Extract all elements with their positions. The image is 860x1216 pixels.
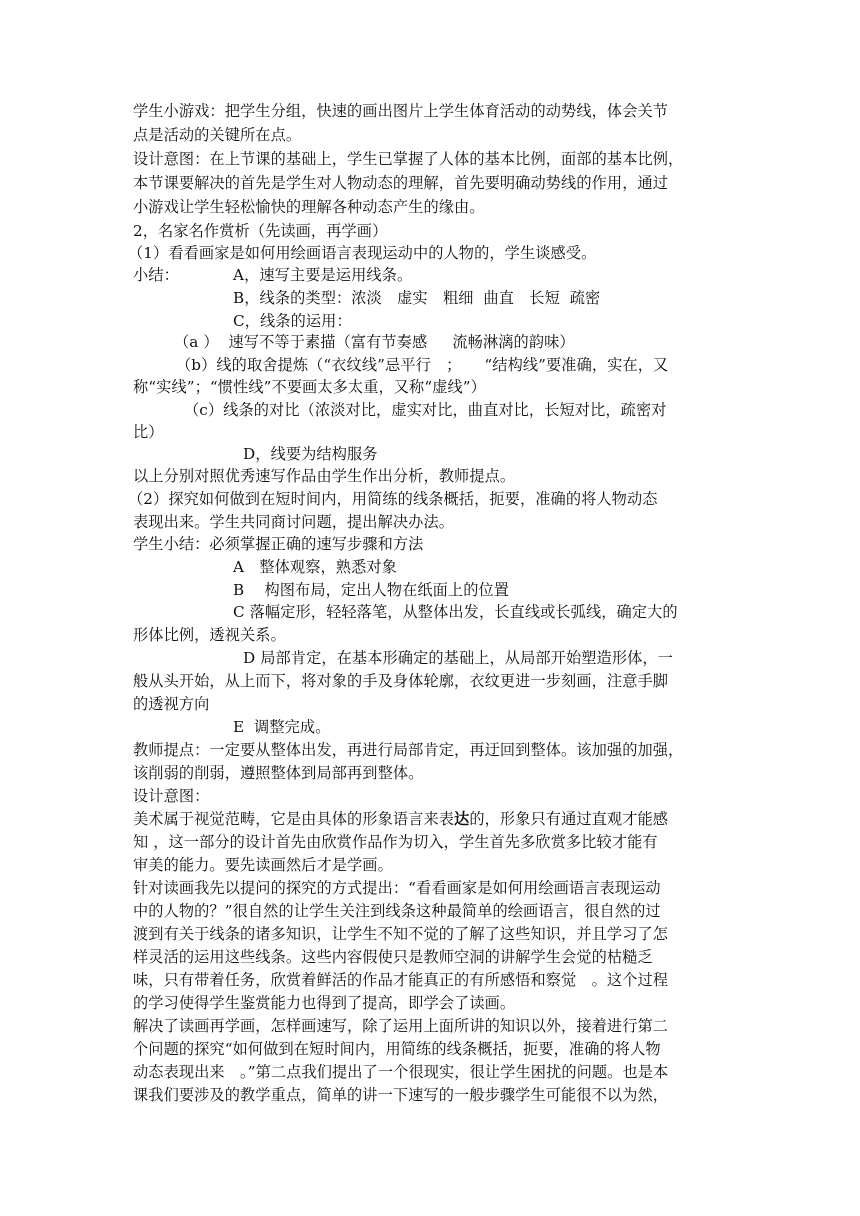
text-line: C，线条的运用： bbox=[233, 312, 352, 330]
text-line: （c）线条的对比（浓淡对比，虚实对比，曲直对比，长短对比，疏密对 bbox=[184, 401, 667, 419]
text-line: A，速写主要是运用线条。 bbox=[233, 266, 413, 284]
text-line: （1）看看画家是如何用绘画语言表现运动中的人物的，学生谈感受。 bbox=[128, 244, 597, 262]
text-line: 学生小游戏：把学生分组，快速的画出图片上学生体育活动的动势线，体会关节 bbox=[133, 102, 669, 120]
text-line: 味，只有带着任务，欣赏着鲜活的作品才能真正的有所感悟和察觉 。这个过程 bbox=[133, 971, 669, 989]
text-line: 形体比例，透视关系。 bbox=[133, 626, 286, 644]
text-line: 小结： bbox=[133, 266, 179, 284]
text-line: 学生小结：必须掌握正确的速写步骤和方法 bbox=[133, 535, 424, 553]
text-line: A 整体观察，熟悉对象 bbox=[233, 558, 397, 576]
bold-character: 达 bbox=[454, 810, 470, 828]
text-line: 样灵活的运用这些线条。这些内容假使只是教师空洞的讲解学生会觉的枯糙乏 bbox=[133, 948, 653, 966]
text-line: 教师提点：一定要从整体出发，再进行局部肯定，再迂回到整体。该加强的加强， bbox=[133, 741, 684, 759]
text-line: 动态表现出来 。”第二点我们提出了一个很现实，很让学生困扰的问题。也是本 bbox=[133, 1063, 669, 1081]
text-line: B，线条的类型：浓淡 虚实 粗细 曲直 长短 疏密 bbox=[233, 289, 601, 307]
text-line: 解决了读画再学画，怎样画速写，除了运用上面所讲的知识以外，接着进行第二 bbox=[133, 1017, 669, 1035]
text-line: 审美的能力。要先读画然后才是学画。 bbox=[133, 856, 393, 874]
text-line: 个问题的探究“如何做到在短时间内，用简练的线条概括，扼要，准确的将人物 bbox=[133, 1040, 661, 1058]
text-line: 以上分别对照优秀速写作品由学生作出分析，教师提点。 bbox=[133, 467, 516, 485]
text-segment: 的，形象只有通过直观才能感 bbox=[469, 810, 669, 828]
text-line: 比） bbox=[133, 423, 164, 441]
text-line: B 构图布局，定出人物在纸面上的位置 bbox=[233, 581, 510, 599]
text-line: 的学习使得学生鉴赏能力也得到了提高，即学会了读画。 bbox=[133, 994, 516, 1012]
text-line: 该削弱的削弱，遵照整体到局部再到整体。 bbox=[133, 764, 424, 782]
text-segment: 美术属于视觉范畴，它是由具体的形象语言来表 bbox=[133, 810, 455, 828]
text-line: 表现出来。学生共同商讨问题，提出解决办法。 bbox=[133, 513, 455, 531]
text-line: （2）探究如何做到在短时间内，用简练的线条概括，扼要，准确的将人物动态 bbox=[128, 490, 658, 508]
text-line bbox=[133, 808, 668, 830]
text-line: （a ） 速写不等于素描（富有节奏感 流畅淋漓的韵味） bbox=[174, 333, 575, 351]
text-line: 中的人物的？”很自然的让学生关注到线条这种最简单的绘画语言，很自然的过 bbox=[133, 902, 661, 920]
text-line: 针对读画我先以提问的探究的方式提出：“看看画家是如何用绘画语言表现运动 bbox=[133, 879, 661, 897]
text-line: 渡到有关于线条的诸多知识，让学生不知不觉的了解了这些知识，并且学习了怎 bbox=[133, 925, 669, 943]
text-line: C 落幅定形，轻轻落笔，从整体出发，长直线或长弧线，确定大的 bbox=[233, 603, 678, 621]
text-line: E 调整完成。 bbox=[233, 718, 331, 736]
text-line: 小游戏让学生轻松愉快的理解各种动态产生的缘由。 bbox=[133, 198, 485, 216]
text-line: D，线要为结构服务 bbox=[243, 445, 378, 463]
text-line: 称“实线”；“惯性线”不要画太多太重，又称“虚线”） bbox=[133, 378, 486, 396]
text-line: 的透视方向 bbox=[133, 695, 210, 713]
text-line: 知 ，这一部分的设计首先由欣赏作品作为切入，学生首先多欣赏多比较才能有 bbox=[133, 833, 658, 851]
text-line: D 局部肯定，在基本形确定的基础上，从局部开始塑造形体，一 bbox=[243, 649, 673, 667]
text-line: 本节课要解决的首先是学生对人物动态的理解，首先要明确动势线的作用，通过 bbox=[133, 174, 669, 192]
text-line: 设计意图：在上节课的基础上，学生已掌握了人体的基本比例，面部的基本比例， bbox=[133, 150, 684, 168]
text-line: 般从头开始，从上而下，将对象的手及身体轮廓，衣纹更进一步刻画，注意手脚 bbox=[133, 672, 669, 690]
text-line: 点是活动的关键所在点。 bbox=[133, 126, 302, 144]
section-heading: 2，名家名作赏析（先读画，再学画） bbox=[133, 222, 388, 240]
text-line: 设计意图： bbox=[133, 787, 210, 805]
text-line: 课我们要涉及的教学重点，简单的讲一下速写的一般步骤学生可能很不以为然， bbox=[133, 1086, 669, 1104]
text-line: （b）线的取舍提炼（“衣纹线”忌平行 ； “结构线”要准确，实在，又 bbox=[176, 356, 669, 374]
